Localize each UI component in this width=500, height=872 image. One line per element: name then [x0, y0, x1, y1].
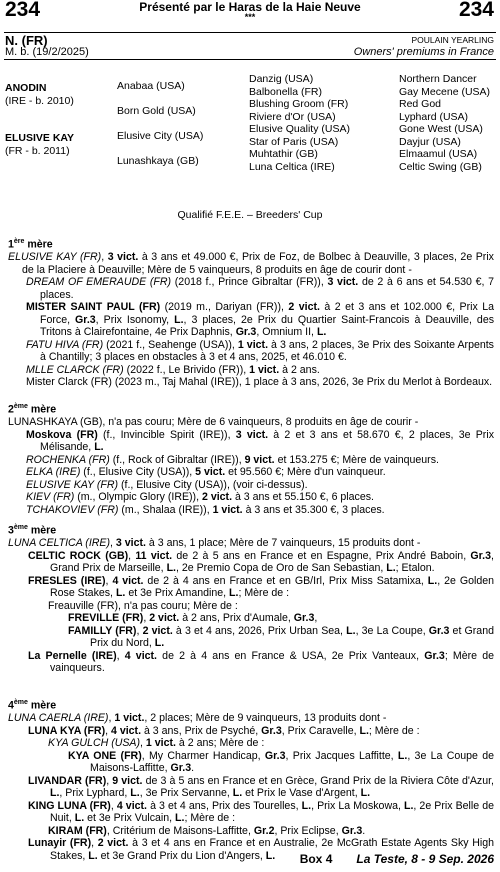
qualification: Qualifié F.E.E. – Breeders' Cup — [177, 209, 323, 221]
fourth-dam-section — [8, 697, 494, 862]
gen3-7: Muhtathir (GB) — [249, 148, 318, 160]
premiums: Owners' premiums in France — [353, 46, 494, 58]
gen2-4: Lunashkaya (GB) — [117, 155, 199, 167]
gen4-3: Red God — [399, 98, 442, 110]
dam-record: LUNA CELTICA (IRE), 3 vict. à 3 ans, 1 place; Mère de 7 vainqueurs, 15 produits dont - — [8, 537, 421, 550]
section-title: 4ème mère — [8, 699, 57, 712]
gen3-6: Star of Paris (USA) — [249, 135, 339, 148]
sire-name: ANODIN — [5, 82, 47, 94]
produce-record: FAMILLY (FR), 2 vict. à 3 et 4 ans, 2026, Prix Urban Sea, L., 3e La Coupe, Gr.3 et Grand Prix du Nord, L. — [68, 624, 494, 650]
footer — [300, 852, 494, 866]
gen3-1: Danzig (USA) — [249, 73, 314, 85]
dam-info: (FR - b. 2011) — [5, 145, 70, 157]
gen4-1: Northern Dancer — [399, 73, 477, 85]
produce-record: KYA ONE (FR), My Charmer Handicap, Gr.3, Prix Jacques Laffitte, L., 3e La Coupe de Maisons-Laffitte, Gr.3. — [68, 749, 494, 775]
lot-number-right: 234 — [458, 0, 494, 21]
produce-record: TCHAKOVIEV (FR) (m., Shalaa (IRE)), 1 vict. à 3 ans et 35.300 €, 3 places. — [26, 503, 385, 516]
produce-record: Moskova (FR) (f., Invincible Spirit (IRE)), 3 vict. à 2 et 3 ans et 58.670 €, 2 places, 3e Prix Mélisande, L. — [26, 428, 494, 454]
sire-info: (IRE - b. 2010) — [5, 95, 74, 107]
produce-record: MISTER SAINT PAUL (FR) (2019 m., Dariyan (FR)), 2 vict. à 2 et 3 ans et 102.000 €, Prix La Force, Gr.3, Prix Isonomy, L., 3 places, 2e Prix du Quartier Saint-Francois à Deauville, des Tritons à Clairefontaine, 4e Prix Daphnis, Gr.3, Omnium II, L. — [26, 301, 495, 339]
produce-record: MLLE CLARCK (FR) (2022 f., Le Brivido (FR)), 1 vict. à 2 ans. — [26, 363, 320, 376]
category: POULAIN YEARLING — [411, 35, 494, 45]
produce-record: Lunayir (FR), 2 vict. à 3 et 4 ans en France et en Australie, 2e McGrath Estate Agents Sky High Stakes, L. et 3e Grand Prix du Lion d'Angers, L. — [28, 837, 494, 862]
gen3-4: Riviere d'Or (USA) — [249, 110, 336, 123]
dam-name: ELUSIVE KAY — [5, 132, 75, 144]
produce-record: DREAM OF EMERAUDE (FR) (2018 f., Prince Gibraltar (FR)), 3 vict. de 2 à 6 ans et 54.530 €, 7 places. — [26, 276, 495, 301]
second-dam-section — [8, 401, 494, 516]
produce-record: KIRAM (FR), Critérium de Maisons-Laffitte, Gr.2, Prix Eclipse, Gr.3. — [48, 824, 366, 837]
produce-record: KING LUNA (FR), 4 vict. à 3 et 4 ans, Prix des Tourelles, L., Prix La Moskowa, L., 2e Prix Belle de Nuit, L. et 3e Prix Vulcain, L.; Mère de : — [28, 799, 495, 825]
horse-name: N. (FR) — [5, 33, 48, 48]
produce-record: FRESLES (IRE), 4 vict. de 2 à 4 ans en France et en GB/Irl, Prix Miss Satamixa, L., 2e Golden Rose Stakes, L. et 3e Prix Amandine, L.; Mère de : — [28, 574, 495, 600]
gen2-3: Elusive City (USA) — [117, 130, 204, 142]
produce-record: LUNA KYA (FR), 4 vict. à 3 ans, Prix de Psyché, Gr.3, Prix Caravelle, L.; Mère de : — [28, 724, 420, 737]
header-rule — [4, 32, 496, 33]
produce-record: ELUSIVE KAY (FR) (f., Elusive City (USA)), (voir ci-dessus). — [26, 478, 308, 491]
gen4-8: Celtic Swing (GB) — [399, 160, 482, 173]
gen4-2: Gay Mecene (USA) — [399, 85, 491, 98]
gen2-2: Born Gold (USA) — [117, 105, 196, 117]
gen2-1: Anabaa (USA) — [117, 80, 185, 92]
gen3-2: Balbonella (FR) — [249, 85, 322, 98]
gen3-8: Luna Celtica (IRE) — [249, 160, 335, 173]
gen3-5: Elusive Quality (USA) — [249, 123, 350, 135]
gen4-5: Gone West (USA) — [399, 123, 483, 135]
pedigree-rule — [4, 59, 496, 60]
produce-record: CELTIC ROCK (GB), 11 vict. de 2 à 5 ans en France et en Espagne, Prix André Baboin, Gr.3, Grand Prix de Marseille, L., 2e Premio Copa de Oro de San Sebastian, L.; Etalon. — [28, 549, 494, 575]
gen3-3: Blushing Groom (FR) — [249, 98, 349, 110]
first-dam-section — [8, 236, 494, 389]
gen4-4: Lyphard (USA) — [399, 110, 469, 123]
dam-record: LUNASHKAYA (GB), n'a pas couru; Mère de 6 vainqueurs, 8 produits en âge de courir - — [8, 416, 419, 429]
gen4-6: Dayjur (USA) — [399, 135, 461, 148]
box-number: Box 4 — [299, 852, 333, 866]
date-of-birth: M. b. (19/2/2025) — [5, 46, 89, 58]
dam-record: LUNA CAERLA (IRE), 1 vict., 2 places; Mère de 9 vainqueurs, 13 produits dont - — [8, 712, 387, 725]
gen4-7: Elmaamul (USA) — [399, 148, 478, 160]
third-dam-section — [8, 522, 494, 675]
produce-record: FREVILLE (FR), 2 vict. à 2 ans, Prix d'Aumale, Gr.3, — [68, 612, 318, 625]
produce-record: KYA GULCH (USA), 1 vict. à 2 ans; Mère de : — [48, 737, 265, 750]
section-title: 1ère mère — [8, 238, 53, 251]
lot-number-left: 234 — [5, 0, 41, 21]
produce-record: La Pernelle (IRE), 4 vict. de 2 à 4 ans en France & USA, 2e Prix Vanteaux, Gr.3; Mère de vainqueurs. — [28, 649, 495, 675]
produce-record: Freauville (FR), n'a pas couru; Mère de : — [48, 599, 238, 612]
presented-by: Présenté par le Haras de la Haie Neuve — [139, 0, 361, 14]
produce-record: Mister Clarck (FR) (2023 m., Taj Mahal (IRE)), 1 place à 3 ans, 2026, 3e Prix du Merlot à Bordeaux. — [26, 376, 493, 389]
produce-record: ELKA (IRE) (f., Elusive City (USA)), 5 vict. et 95.560 €; Mère d'un vainqueur. — [26, 466, 386, 479]
produce-record: ROCHENKA (FR) (f., Rock of Gibraltar (IRE)), 9 vict. et 153.275 €; Mère de vainqueurs. — [26, 453, 439, 466]
sale-venue: La Teste, 8 - 9 Sep. 2026 — [356, 852, 494, 866]
produce-record: KIEV (FR) (m., Olympic Glory (IRE)), 2 vict. à 3 ans et 55.150 €, 6 places. — [26, 491, 374, 504]
produce-record: FATU HIVA (FR) (2021 f., Seahenge (USA)), 1 vict. à 3 ans, 2 places, 3e Prix des Soixante Arpents à Chantilly; 3 places en obstacles à 3 et 4 ans, 2025, et 46.010 €. — [26, 338, 494, 364]
stars: *** — [244, 12, 256, 22]
dam-record: ELUSIVE KAY (FR), 3 vict. à 3 ans et 49.000 €, Prix de Foz, de Bolbec à Deauville, 3 places, 2e Prix de la Placiere à Deauville; Mère de 5 vainqueurs, 8 produits en âge de courir dont - — [8, 251, 494, 276]
produce-record: LIVANDAR (FR), 9 vict. de 3 à 5 ans en France et en Grèce, Grand Prix de la Riviera Côte d'Azur, L., Prix Lyphard, L., 3e Prix Servanne, L. et Prix le Vase d'Argent, L. — [28, 774, 494, 800]
section-title: 2ème mère — [8, 403, 57, 416]
section-title: 3ème mère — [8, 524, 57, 537]
